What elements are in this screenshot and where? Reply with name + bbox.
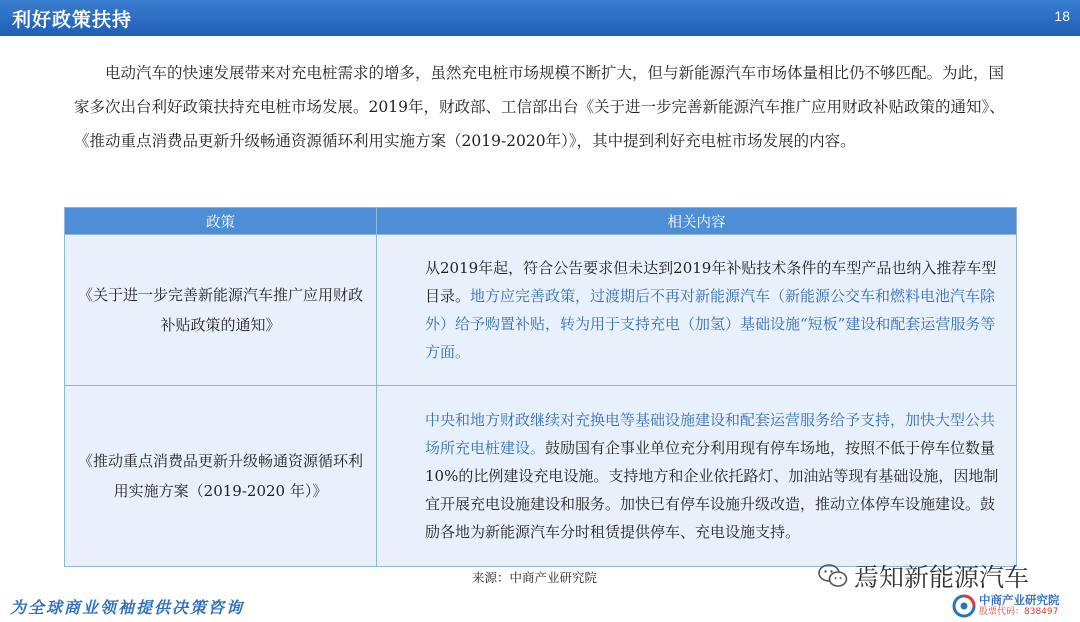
wechat-icon (818, 563, 848, 589)
table-header-row (65, 208, 1017, 235)
column-header-policy: 政策 (65, 208, 377, 235)
policy-content-cell (377, 386, 1017, 567)
wechat-account-name: 焉知新能源汽车 (854, 563, 1030, 592)
intro-paragraph: 电动汽车的快速发展带来对充电桩需求的增多，虽然充电桩市场规模不断扩大，但与新能源汽车市场体量相比仍不够匹配。为此，国家多次出台利好政策扶持充电桩市场发展。2019年，财政部、工信部出台《关于进一步完善新能源汽车推广应用财政补贴政策的通知》、《推动重点消费品更新升级畅通资源循环利用实施方案（2019-2020年）》，其中提到利好充电桩市场发展的内容。 (74, 64, 1005, 150)
footer-slogan: 为全球商业领袖提供决策咨询 (10, 598, 245, 617)
page-number: 18 (1054, 8, 1070, 24)
content-plain-text: 从2019年起，符合公告要求但未达到2019年补贴技术条件的车型产品也纳入推荐车型目录。 (425, 259, 997, 305)
policy-name-cell: 《关于进一步完善新能源汽车推广应用财政补贴政策的通知》 (65, 235, 377, 386)
content-highlight-text: 中央和地方财政继续对充换电等基础设施建设和配套运营服务给予支持，加快大型公共场所充电桩建设。 (425, 411, 996, 457)
policy-table (64, 207, 1017, 567)
wechat-watermark (818, 558, 1029, 594)
content-plain-text: 鼓励国有企事业单位充分利用现有停车场地，按照不低于停车位数量 10%的比例建设充电设施。支持地方和企业依托路灯、加油站等现有基础设施，因地制宜开展充电设施建设和服务。加快已有停车设施升级改造，推动立体停车设施建设。鼓励各地为新能源汽车分时租赁提供停车、充电设施支持。 (425, 439, 999, 541)
brand-logo-icon (952, 594, 976, 618)
content-highlight-text: 地方应完善政策，过渡期后不再对新能源汽车（新能源公交车和燃料电池汽车除外）给予购置补贴，转为用于支持充电（加氢）基础设施“短板”建设和配套运营服务等方面。 (425, 287, 996, 361)
page-title: 利好政策扶持 (12, 9, 133, 31)
brand-stock-code: 股票代码：838497 (979, 607, 1059, 617)
column-header-content: 相关内容 (377, 208, 1017, 235)
policy-name-cell: 《推动重点消费品更新升级畅通资源循环利用实施方案（2019-2020 年）》 (65, 386, 377, 567)
brand-name: 中商产业研究院 (979, 593, 1060, 607)
header-bar (0, 0, 1080, 36)
table-row (65, 386, 1017, 567)
brand-block (952, 594, 1060, 618)
policy-content-cell (377, 235, 1017, 386)
source-note: 来源：中商产业研究院 (472, 570, 598, 585)
table-row (65, 235, 1017, 386)
